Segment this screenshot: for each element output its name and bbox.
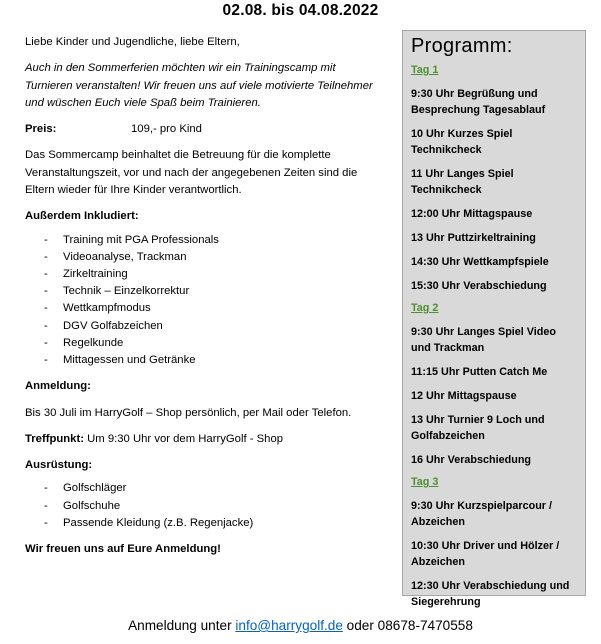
list-item: - Golfschläger	[25, 480, 385, 497]
registration-heading: Anmeldung:	[25, 380, 91, 393]
dash-bullet: -	[44, 233, 48, 246]
date-title: 02.08. bis 04.08.2022	[222, 2, 379, 19]
list-item: - Videoanalyse, Trackman	[25, 249, 385, 266]
list-item: - Wettkampfmodus	[25, 300, 385, 317]
meeting-text: Um 9:30 Uhr vor dem HarryGolf - Shop	[84, 432, 284, 445]
included-heading: Außerdem Inkludiert:	[25, 210, 139, 223]
program-item: 13 Uhr Turnier 9 Loch und Golfabzeichen	[411, 414, 545, 442]
price-value: 109,- pro Kind	[131, 123, 202, 136]
list-item: - DGV Golfabzeichen	[25, 318, 385, 335]
dash-bullet: -	[44, 354, 48, 367]
list-item: - Mittagessen und Getränke	[25, 352, 385, 369]
program-item: 10:30 Uhr Driver und Hölzer / Abzeichen	[411, 540, 560, 568]
intro-text: Auch in den Sommerferien möchten wir ein Trainingscamp mit Turnieren veranstalten! Wir freuen uns auf viele motivierte Teilnehmer und wüschen Euch viele Spaß beim Trainieren.	[25, 62, 373, 109]
equipment-heading: Ausrüstung:	[25, 459, 93, 472]
invitation-text	[25, 34, 385, 558]
price-label: Preis:	[25, 123, 57, 136]
price-row	[25, 121, 385, 138]
list-item: - Regelkunde	[25, 335, 385, 352]
program-title: Programm:	[411, 35, 513, 57]
day-label: Tag 1	[411, 64, 439, 76]
list-item: - Technik – Einzelkorrektur	[25, 283, 385, 300]
included-list	[25, 232, 385, 370]
program-item: 12:30 Uhr Verabschiedung und Siegerehrung	[411, 580, 570, 608]
dash-bullet: -	[44, 499, 48, 512]
day-label: Tag 3	[411, 476, 439, 488]
program-item: 9:30 Uhr Begrüßung und Besprechung Tagesablauf	[411, 88, 546, 116]
dash-bullet: -	[44, 482, 48, 495]
list-item: - Zirkeltraining	[25, 266, 385, 283]
description-text: Das Sommercamp beinhaltet die Betreuung für die komplette Veranstaltungszeit, vor und nach der angegebenen Zeiten sind die Eltern wieder für Ihre Kinder verantwortlich.	[25, 149, 358, 197]
program-item: 9:30 Uhr Langes Spiel Video und Trackman	[411, 326, 557, 354]
program-item: 9:30 Uhr Kurzspielparcour / Abzeichen	[411, 500, 552, 528]
day-label: Tag 2	[411, 302, 439, 314]
dash-bullet: -	[44, 516, 48, 529]
program-item: 15:30 Uhr Verabschiedung	[411, 280, 547, 292]
footer-suffix: oder 08678-7470558	[342, 618, 473, 633]
meeting-label: Treffpunkt:	[25, 432, 84, 445]
closing-text: Wir freuen uns auf Eure Anmeldung!	[25, 543, 221, 556]
program-item: 11 Uhr Langes Spiel Technikcheck	[411, 168, 514, 196]
dash-bullet: -	[44, 268, 48, 281]
program-item: 14:30 Uhr Wettkampfspiele	[411, 256, 549, 268]
footer-prefix: Anmeldung unter	[128, 618, 236, 633]
dash-bullet: -	[44, 302, 48, 315]
dash-bullet: -	[44, 250, 48, 263]
equipment-list	[25, 480, 385, 532]
program-item: 16 Uhr Verabschiedung	[411, 454, 532, 466]
list-item: - Golfschuhe	[25, 498, 385, 515]
registration-text: Bis 30 Juli im HarryGolf – Shop persönlich, per Mail oder Telefon.	[25, 406, 352, 419]
program-box	[402, 30, 586, 608]
dash-bullet: -	[44, 319, 48, 332]
list-item: - Training mit PGA Professionals	[25, 232, 385, 249]
footer	[0, 618, 601, 633]
program-item: 12 Uhr Mittagspause	[411, 390, 517, 402]
dash-bullet: -	[44, 336, 48, 349]
greeting: Liebe Kinder und Jugendliche, liebe Eltern,	[25, 36, 240, 48]
program-item: 13 Uhr Puttzirkeltraining	[411, 232, 536, 244]
email-link[interactable]: info@harrygolf.de	[235, 618, 343, 633]
program-item: 12:00 Uhr Mittagspause	[411, 208, 533, 220]
program-item: 11:15 Uhr Putten Catch Me	[411, 366, 548, 378]
program-item: 10 Uhr Kurzes Spiel Technikcheck	[411, 128, 513, 156]
meeting-point	[25, 431, 385, 448]
list-item: - Passende Kleidung (z.B. Regenjacke)	[25, 515, 385, 532]
dash-bullet: -	[44, 285, 48, 298]
